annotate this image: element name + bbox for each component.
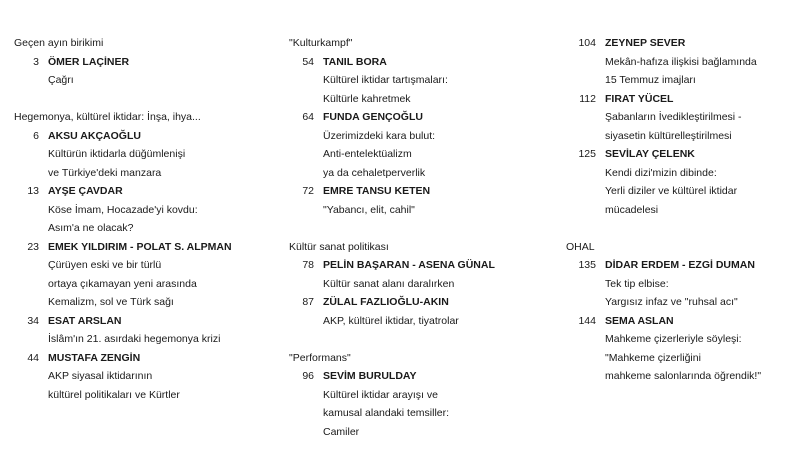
article-title-line: Kendi dizi'mizin dibinde:: [605, 166, 717, 179]
section-title: "Performans": [289, 351, 351, 364]
toc-column-1: [14, 34, 269, 404]
article-title-line: ve Türkiye'deki manzara: [48, 166, 162, 179]
entry-text: [596, 256, 755, 312]
entry-text: [39, 238, 232, 312]
page-number: 125: [578, 148, 596, 160]
article-title-line: kültürel politikaları ve Kürtler: [48, 388, 180, 401]
entry-text: [314, 182, 430, 219]
toc-entry: [289, 108, 559, 182]
entry-text: [314, 293, 459, 330]
section-spacer: [566, 219, 796, 238]
page-number: 135: [578, 259, 596, 271]
author-name: SEMA ASLAN: [605, 314, 674, 327]
author-name: TANIL BORA: [323, 55, 387, 68]
author-name: SEVİLAY ÇELENK: [605, 148, 695, 160]
section-title: OHAL: [566, 240, 595, 253]
toc-entry: [289, 182, 559, 219]
author-name: AKSU AKÇAOĞLU: [48, 129, 141, 142]
entry-text: [39, 312, 220, 349]
toc-column-2: [289, 34, 559, 441]
page-number: 87: [302, 296, 314, 308]
article-title-line: Kültürün iktidarla düğümlenişi: [48, 148, 186, 160]
article-title-line: ortaya çıkamayan yeni arasında: [48, 277, 197, 290]
article-title-line: Köse İmam, Hocazade'yi kovdu:: [48, 203, 198, 216]
author-name: AYŞE ÇAVDAR: [48, 185, 123, 197]
page-number: 104: [578, 37, 596, 49]
article-title-line: Kültürel iktidar tartışmaları:: [323, 74, 448, 86]
article-title-line: Kültürel iktidar arayışı ve: [323, 388, 438, 401]
toc-entry: [289, 256, 559, 293]
article-title-line: Tek tip elbise:: [605, 277, 669, 290]
page-number: 44: [27, 351, 39, 364]
entry-text: [596, 312, 761, 386]
article-title-line: İslâm'ın 21. asırdaki hegemonya krizi: [48, 333, 221, 345]
section-spacer: [14, 90, 269, 109]
page-number: 23: [27, 240, 39, 253]
page-number: 54: [302, 55, 314, 68]
author-name: PELİN BAŞARAN - ASENA GÜNAL: [323, 259, 495, 271]
page-number: 64: [302, 111, 314, 123]
article-title-line: Kültürle kahretmek: [323, 92, 411, 105]
entry-text: [314, 367, 449, 441]
author-name: EMRE TANSU KETEN: [323, 185, 431, 197]
toc-entry: [566, 90, 796, 146]
section-title: Hegemonya, kültürel iktidar: İnşa, ihya...: [14, 111, 201, 123]
entry-text: [39, 182, 198, 238]
page-number: 112: [579, 92, 596, 105]
toc-entry: [289, 53, 559, 109]
entry-text: [39, 127, 185, 183]
page-number: 13: [27, 185, 39, 197]
article-title-line: Anti-entelektüalizm: [323, 148, 412, 160]
article-title-line: Yerli diziler ve kültürel iktidar: [605, 185, 738, 197]
article-title-line: mücadelesi: [605, 203, 659, 216]
article-title-line: AKP siyasal iktidarının: [48, 370, 153, 382]
article-title-line: Kemalizm, sol ve Türk sağı: [48, 296, 174, 308]
article-title-line: AKP, kültürel iktidar, tiyatrolar: [323, 314, 459, 327]
article-title-line: Asım'a ne olacak?: [48, 222, 134, 234]
toc-entry: [566, 256, 796, 312]
entry-text: [596, 145, 737, 219]
article-title-line: Kültür sanat alanı daralırken: [323, 277, 455, 290]
page-number: 96: [302, 370, 314, 382]
toc-entry: [14, 182, 269, 238]
article-title-line: Çürüyen eski ve bir türlü: [48, 259, 162, 271]
toc-entry: [14, 312, 269, 349]
article-title-line: mahkeme salonlarında öğrendik!": [605, 370, 762, 382]
toc-entry: [566, 145, 796, 219]
entry-text: [596, 34, 757, 90]
article-title-line: Mekân-hafıza ilişkisi bağlamında: [605, 55, 757, 68]
article-title-line: Çağrı: [48, 74, 74, 86]
article-title-line: 15 Temmuz imajları: [605, 74, 696, 86]
entry-text: [314, 53, 448, 109]
entry-text: [596, 90, 742, 146]
entry-text: [39, 349, 180, 405]
author-name: MUSTAFA ZENGİN: [48, 351, 141, 364]
toc-column-3: [566, 34, 796, 386]
article-title-line: siyasetin kültürelleştirilmesi: [605, 129, 732, 142]
page-number: 72: [302, 185, 314, 197]
page-number: 3: [33, 55, 39, 68]
author-name: EMEK YILDIRIM - POLAT S. ALPMAN: [48, 240, 232, 253]
toc-entry: [289, 367, 559, 441]
author-name: FUNDA GENÇOĞLU: [323, 111, 423, 123]
toc-entry: [14, 127, 269, 183]
article-title-line: Mahkeme çizerleriyle söyleşi:: [605, 333, 742, 345]
article-title-line: kamusal alandaki temsiller:: [323, 407, 450, 419]
toc-entry: [566, 34, 796, 90]
article-title-line: ya da cehaletperverlik: [323, 166, 426, 179]
article-title-line: Camiler: [323, 425, 360, 438]
article-title-line: Üzerimizdeki kara bulut:: [323, 129, 436, 142]
author-name: ZÜLAL FAZLIOĞLU-AKIN: [323, 296, 449, 308]
article-title-line: Yargısız infaz ve "ruhsal acı": [605, 296, 738, 308]
section-spacer: [289, 219, 559, 238]
entry-text: [314, 256, 495, 293]
section-spacer: [289, 330, 559, 349]
author-name: SEVİM BURULDAY: [323, 370, 417, 382]
toc-entry: [566, 312, 796, 386]
article-title-line: "Yabancı, elit, cahil": [323, 203, 415, 216]
section-title: "Kulturkampf": [289, 37, 353, 49]
entry-text: [314, 108, 435, 182]
toc-entry: [289, 293, 559, 330]
entry-text: [39, 53, 129, 90]
toc-entry: [14, 53, 269, 90]
article-title-line: Şabanların İvedikleştirilmesi -: [605, 111, 742, 123]
author-name: ÖMER LAÇİNER: [48, 55, 130, 68]
author-name: ESAT ARSLAN: [48, 314, 122, 327]
page-number: 78: [302, 259, 314, 271]
section-title: Geçen ayın birikimi: [14, 37, 104, 49]
page-number: 144: [578, 314, 596, 327]
author-name: FIRAT YÜCEL: [605, 92, 674, 105]
toc-entry: [14, 238, 269, 312]
author-name: DİDAR ERDEM - EZGİ DUMAN: [605, 259, 755, 271]
page-number: 34: [27, 314, 39, 327]
section-title: Kültür sanat politikası: [289, 240, 389, 253]
author-name: ZEYNEP SEVER: [605, 37, 686, 49]
article-title-line: "Mahkeme çizerliğini: [605, 351, 701, 364]
toc-entry: [14, 349, 269, 405]
page-number: 6: [33, 129, 39, 142]
